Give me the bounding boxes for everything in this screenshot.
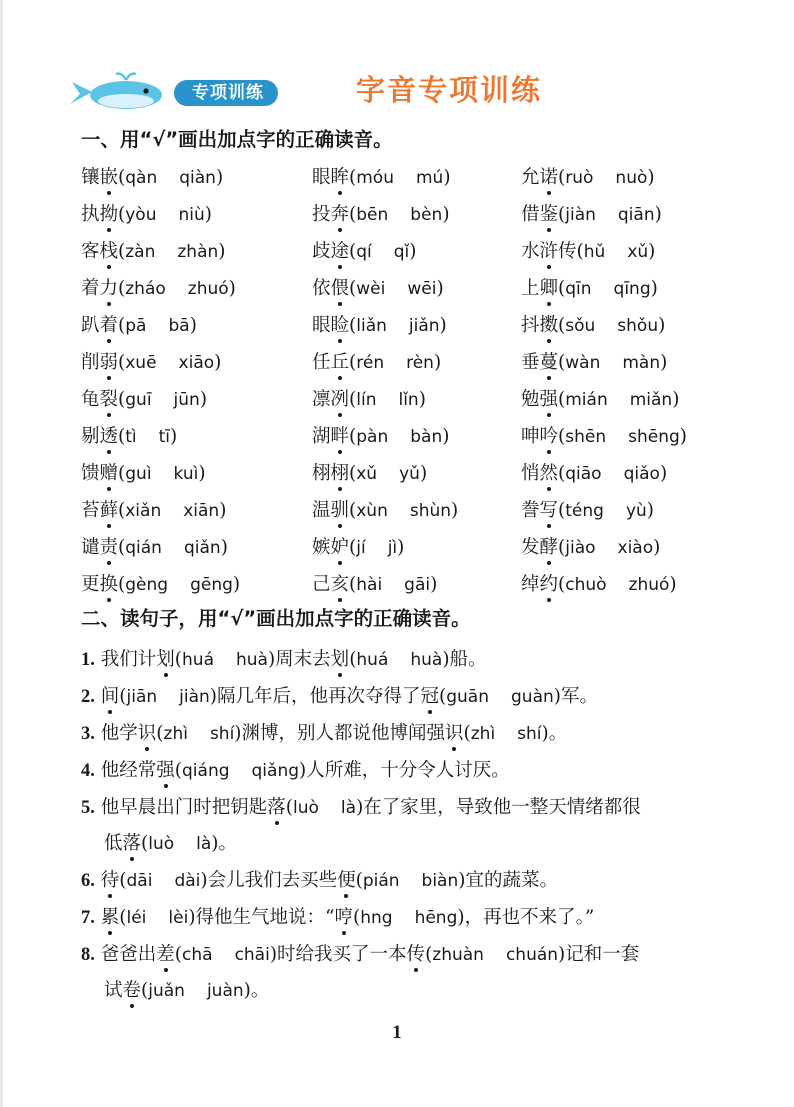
word-char: 削 <box>81 352 100 373</box>
word-char: 抖 <box>521 315 540 336</box>
dotted-char: 亥 <box>331 570 350 596</box>
dotted-char: 差 <box>156 940 175 966</box>
pinyin-option-1: wèi <box>356 279 386 299</box>
pinyin-option-2: màn <box>622 353 661 373</box>
pinyin-option-1: téng <box>565 501 604 521</box>
word-char: 嫉 <box>312 537 331 558</box>
dotted-char: 划 <box>156 645 175 671</box>
pinyin-option-1: xuē <box>125 353 157 373</box>
pinyin-option-2: miǎn <box>629 390 673 410</box>
pinyin-option-2: xǔ <box>627 242 649 262</box>
dotted-char: 嵌 <box>100 163 119 189</box>
dotted-char: 间 <box>101 682 120 708</box>
pinyin-option-2: nuò <box>615 168 648 188</box>
sentence-2: 2. 间(jiān jiàn)隔几年后，他再次夺得了冠(guān guàn)军。 <box>81 682 598 708</box>
dotted-char: 擞 <box>540 311 559 337</box>
dotted-char: 栈 <box>100 237 119 263</box>
sentence-8-continued: 试卷(juǎn juàn)。 <box>104 976 269 1002</box>
pinyin-option-1: hǔ <box>583 242 606 262</box>
pinyin-option-2: zhuó <box>628 575 670 595</box>
word-char: 誊 <box>521 500 540 521</box>
section-1-heading: 一、用“√”画出加点字的正确读音。 <box>81 128 393 151</box>
pinyin-option-1: mián <box>565 390 608 410</box>
pinyin-option-2: gāi <box>404 575 431 595</box>
word-item: 绰约(chuò zhuó) <box>521 570 677 596</box>
word-char: 投 <box>312 204 331 225</box>
word-item: 着力(zháo zhuó) <box>81 274 236 300</box>
dotted-char: 冠 <box>421 682 440 708</box>
pinyin-option-1: wàn <box>565 353 601 373</box>
dotted-char: 途 <box>331 237 350 263</box>
pinyin-option-2: shēng <box>628 427 680 447</box>
word-char: 龟 <box>81 389 100 410</box>
dotted-char: 然 <box>540 459 559 485</box>
pinyin-option-2: shùn <box>409 501 452 521</box>
pinyin-option-1: lín <box>356 390 377 410</box>
pinyin-option-2: zhàn <box>177 242 219 262</box>
word-item: 嫉妒(jí jì) <box>312 533 404 559</box>
pinyin-option-1: xǔ <box>356 464 378 484</box>
word-char: 馈 <box>81 463 100 484</box>
section-2-heading: 二、读句子，用“√”画出加点字的正确读音。 <box>81 607 471 630</box>
page-title: 字音专项训练 <box>356 73 543 107</box>
word-item: 发酵(jiào xiào) <box>521 533 660 559</box>
word-item: 投奔(bēn bèn) <box>312 200 450 226</box>
pinyin-option-2: yù <box>625 501 647 521</box>
word-item: 客栈(zàn zhàn) <box>81 237 225 263</box>
sentence-7: 7. 累(léi lèi)得他生气地说：“哼(hng hēng)，再也不来了。” <box>81 903 594 929</box>
word-char: 凛 <box>312 389 331 410</box>
sentence-5-continued: 低落(luò là)。 <box>104 829 237 855</box>
word-item: 趴着(pā bā) <box>81 311 197 337</box>
word-item: 借鉴(jiàn qiān) <box>521 200 662 226</box>
word-item: 谴责(qián qiǎn) <box>81 533 228 559</box>
sentence-5: 5. 他早晨出门时把钥匙落(luò là)在了家里，导致他一整天情绪都很 <box>81 793 641 819</box>
pinyin-option-1: zàn <box>125 242 156 262</box>
word-item: 任丘(rén rèn) <box>312 348 441 374</box>
pinyin-option-1: pàn <box>356 427 389 447</box>
pinyin-option-2: qiān <box>617 205 655 225</box>
pinyin-option-1: guī <box>125 390 152 410</box>
dotted-char: 妒 <box>331 533 350 559</box>
dotted-char: 赠 <box>100 459 119 485</box>
pinyin-option-2: qǐ <box>393 242 410 262</box>
word-char: 借 <box>521 204 540 225</box>
pinyin-option-2: rèn <box>406 353 434 373</box>
pinyin-option-2: jūn <box>173 390 200 410</box>
word-item: 誊写(téng yù) <box>521 496 654 522</box>
dotted-char: 识 <box>445 719 464 745</box>
dotted-char: 约 <box>540 570 559 596</box>
pinyin-option-2: shǒu <box>617 316 659 336</box>
pinyin-option-2: qīng <box>613 279 651 299</box>
word-item: 眼睑(liǎn jiǎn) <box>312 311 447 337</box>
dotted-char: 藓 <box>100 496 119 522</box>
pinyin-option-1: chuò <box>565 575 607 595</box>
dotted-char: 驯 <box>331 496 350 522</box>
dotted-char: 强 <box>540 385 559 411</box>
pinyin-option-1: gèng <box>125 575 169 595</box>
dotted-char: 哼 <box>335 903 354 929</box>
word-char: 呻 <box>521 426 540 447</box>
dotted-char: 写 <box>540 496 559 522</box>
dotted-char: 弱 <box>100 348 119 374</box>
pinyin-option-1: pā <box>125 316 147 336</box>
dotted-char: 拗 <box>100 200 119 226</box>
word-char: 悄 <box>521 463 540 484</box>
pinyin-option-1: qí <box>356 242 372 262</box>
word-item: 悄然(qiāo qiǎo) <box>521 459 667 485</box>
sentence-4: 4. 他经常强(qiáng qiǎng)人所难，十分令人讨厌。 <box>81 756 510 782</box>
word-char: 允 <box>521 167 540 188</box>
word-char: 上 <box>521 278 540 299</box>
word-item: 垂蔓(wàn màn) <box>521 348 667 374</box>
word-char: 垂 <box>521 352 540 373</box>
word-char: 更 <box>81 574 100 595</box>
pinyin-option-1: jiàn <box>565 205 596 225</box>
word-item: 勉强(mián miǎn) <box>521 385 679 411</box>
dotted-char: 识 <box>138 719 157 745</box>
pinyin-option-2: jì <box>387 538 398 558</box>
word-char: 绰 <box>521 574 540 595</box>
word-char: 着 <box>81 278 100 299</box>
pinyin-option-1: shēn <box>565 427 607 447</box>
pinyin-option-1: ruò <box>565 168 594 188</box>
word-char: 镶 <box>81 167 100 188</box>
word-item: 削弱(xuē xiāo) <box>81 348 221 374</box>
pinyin-option-2: bā <box>168 316 190 336</box>
dotted-char: 蔓 <box>540 348 559 374</box>
page-edge <box>0 0 3 1107</box>
dotted-char: 划 <box>331 645 350 671</box>
pinyin-option-2: jiǎn <box>408 316 440 336</box>
dotted-char: 透 <box>100 422 119 448</box>
word-item: 歧途(qí qǐ) <box>312 237 417 263</box>
dotted-char: 卷 <box>123 976 142 1002</box>
pinyin-option-1: móu <box>356 168 394 188</box>
dotted-char: 落 <box>123 829 142 855</box>
dotted-char: 诺 <box>540 163 559 189</box>
dotted-char: 栩 <box>331 459 350 485</box>
dotted-char: 奔 <box>331 200 350 226</box>
word-item: 允诺(ruò nuò) <box>521 163 655 189</box>
pinyin-option-1: rén <box>356 353 385 373</box>
word-char: 趴 <box>81 315 100 336</box>
word-item: 栩栩(xǔ yǔ) <box>312 459 427 485</box>
sentence-6: 6. 待(dāi dài)会儿我们去买些便(pián biàn)宜的蔬菜。 <box>81 866 558 892</box>
pinyin-option-1: jí <box>356 538 366 558</box>
pinyin-option-1: sǒu <box>565 316 596 336</box>
dotted-char: 待 <box>101 866 120 892</box>
word-item: 湖畔(pàn bàn) <box>312 422 449 448</box>
pinyin-option-2: bàn <box>410 427 443 447</box>
word-char: 苔 <box>81 500 100 521</box>
pinyin-option-1: qàn <box>125 168 158 188</box>
word-item: 抖擞(sǒu shǒu) <box>521 311 665 337</box>
word-char: 任 <box>312 352 331 373</box>
word-char: 己 <box>312 574 331 595</box>
dotted-char: 便 <box>337 866 356 892</box>
word-item: 馈赠(guì kuì) <box>81 459 206 485</box>
word-char: 水 <box>521 241 540 262</box>
dotted-char: 责 <box>100 533 119 559</box>
word-item: 温驯(xùn shùn) <box>312 496 458 522</box>
pinyin-option-2: mú <box>416 168 444 188</box>
pinyin-option-2: kuì <box>173 464 199 484</box>
pinyin-option-1: qián <box>125 538 162 558</box>
word-item: 依偎(wèi wēi) <box>312 274 444 300</box>
dotted-char: 冽 <box>331 385 350 411</box>
word-char: 发 <box>521 537 540 558</box>
word-char: 客 <box>81 241 100 262</box>
word-item: 执拗(yòu niù) <box>81 200 212 226</box>
word-item: 剔透(tì tī) <box>81 422 177 448</box>
word-char: 传 <box>558 241 577 262</box>
pinyin-option-2: niù <box>178 205 205 225</box>
word-item: 凛冽(lín lǐn) <box>312 385 426 411</box>
word-char: 歧 <box>312 241 331 262</box>
word-char: 湖 <box>312 426 331 447</box>
pinyin-option-1: xiǎn <box>125 501 162 521</box>
pinyin-option-2: zhuó <box>187 279 229 299</box>
word-item: 龟裂(guī jūn) <box>81 385 207 411</box>
dotted-char: 吟 <box>540 422 559 448</box>
page-number: 1 <box>392 1022 402 1043</box>
pinyin-option-1: zháo <box>125 279 166 299</box>
sentence-1: 1. 我们计划(huá huà)周末去划(huá huà)船。 <box>81 645 487 671</box>
dotted-char: 卿 <box>540 274 559 300</box>
pinyin-option-1: qīn <box>565 279 592 299</box>
pinyin-option-2: xiào <box>617 538 654 558</box>
dotted-char: 传 <box>407 940 426 966</box>
dotted-char: 眸 <box>331 163 350 189</box>
pinyin-option-2: lǐn <box>398 390 419 410</box>
word-item: 更换(gèng gēng) <box>81 570 240 596</box>
pinyin-option-2: gēng <box>190 575 233 595</box>
dotted-char: 浒 <box>540 237 559 263</box>
dotted-char: 着 <box>100 311 119 337</box>
word-item: 苔藓(xiǎn xiān) <box>81 496 226 522</box>
word-item: 己亥(hài gāi) <box>312 570 437 596</box>
pinyin-option-1: tì <box>125 427 137 447</box>
pinyin-option-2: qiǎn <box>183 538 221 558</box>
word-char: 温 <box>312 500 331 521</box>
pinyin-option-1: hài <box>356 575 383 595</box>
word-char: 依 <box>312 278 331 299</box>
pinyin-option-1: qiāo <box>565 464 602 484</box>
dotted-char: 换 <box>100 570 119 596</box>
pinyin-option-1: xùn <box>356 501 388 521</box>
word-item: 眼眸(móu mú) <box>312 163 451 189</box>
word-item: 呻吟(shēn shēng) <box>521 422 687 448</box>
pinyin-option-2: xiāo <box>178 353 215 373</box>
dotted-char: 鉴 <box>540 200 559 226</box>
word-char: 谴 <box>81 537 100 558</box>
word-char: 栩 <box>312 463 331 484</box>
dotted-char: 裂 <box>100 385 119 411</box>
pinyin-option-2: xiān <box>183 501 220 521</box>
word-char: 执 <box>81 204 100 225</box>
dotted-char: 酵 <box>540 533 559 559</box>
pinyin-option-1: liǎn <box>356 316 387 336</box>
section-badge <box>66 70 264 112</box>
pinyin-option-1: jiào <box>565 538 596 558</box>
word-item: 镶嵌(qàn qiàn) <box>81 163 223 189</box>
pinyin-option-2: qiàn <box>179 168 216 188</box>
word-char: 勉 <box>521 389 540 410</box>
dotted-char: 力 <box>100 274 119 300</box>
sentence-8: 8. 爸爸出差(chā chāi)时给我买了一本传(zhuàn chuán)记和一套 <box>81 940 639 966</box>
pinyin-option-2: wēi <box>407 279 437 299</box>
dotted-char: 累 <box>101 903 120 929</box>
dotted-char: 丘 <box>331 348 350 374</box>
pinyin-option-2: yǔ <box>399 464 420 484</box>
dotted-char: 畔 <box>331 422 350 448</box>
sentence-3: 3. 他学识(zhì shí)渊博，别人都说他博闻强识(zhì shí)。 <box>81 719 567 745</box>
dotted-char: 强 <box>156 756 175 782</box>
pinyin-option-1: yòu <box>125 205 157 225</box>
pinyin-option-2: qiǎo <box>623 464 660 484</box>
pinyin-option-2: tī <box>158 427 171 447</box>
pinyin-option-1: guì <box>125 464 152 484</box>
pinyin-option-2: bèn <box>410 205 443 225</box>
word-item: 水浒传(hǔ xǔ) <box>521 237 655 263</box>
word-char: 剔 <box>81 426 100 447</box>
dotted-char: 睑 <box>331 311 350 337</box>
pinyin-option-1: bēn <box>356 205 389 225</box>
word-item: 上卿(qīn qīng) <box>521 274 658 300</box>
badge-label: 专项训练 <box>192 83 264 103</box>
word-char: 眼 <box>312 167 331 188</box>
dotted-char: 偎 <box>331 274 350 300</box>
word-char: 眼 <box>312 315 331 336</box>
dotted-char: 落 <box>267 793 286 819</box>
